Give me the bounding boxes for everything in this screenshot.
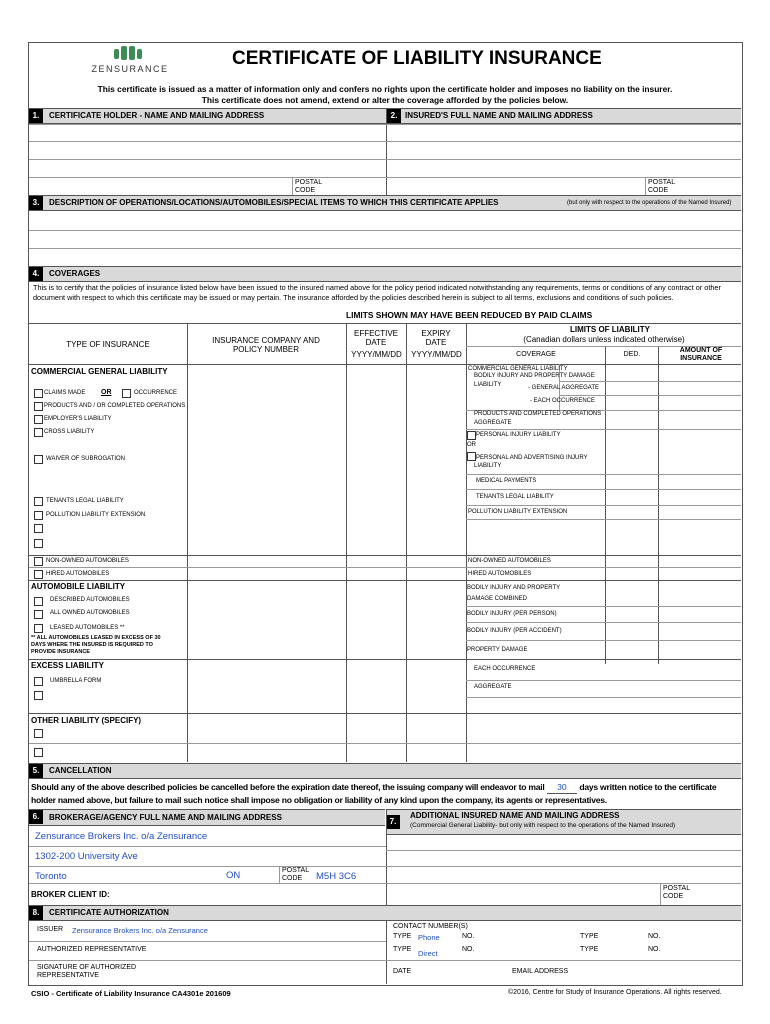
- date-label: DATE: [393, 968, 412, 975]
- cov-bi-person: BODILY INJURY (PER PERSON): [467, 611, 557, 617]
- logo-text: ZENSURANCE: [91, 64, 169, 74]
- personal-advertising-checkbox[interactable]: [467, 452, 476, 461]
- other-heading: OTHER LIABILITY (SPECIFY): [31, 716, 142, 725]
- authorized-rep-label: AUTHORIZED REPRESENTATIVE: [37, 946, 147, 953]
- sec6-title: BROKERAGE/AGENCY FULL NAME AND MAILING ADDRESS: [49, 813, 282, 822]
- all-owned-checkbox[interactable]: [34, 610, 43, 619]
- tenants-checkbox[interactable]: [34, 497, 43, 506]
- sec4-intro: This is to certify that the policies of insurance listed below have been issued to the insured named above for the policy period indicated notwithstanding any requirements, terms or conditions of any contract or other document with respect to which this certificate may be issued or may pertain. The insurance afforded by the policies described herein is subject to all terms, exclusions and conditions of such policies.: [33, 283, 721, 302]
- col-limits-sub: (Canadian dollars unless indicated otherwise): [523, 335, 685, 344]
- col-amount: AMOUNT OF INSURANCE: [679, 347, 723, 362]
- cov-hired: HIRED AUTOMOBILES: [468, 571, 532, 577]
- issuer-label: ISSUER: [37, 926, 64, 933]
- contact-no1-label: NO.: [462, 933, 475, 940]
- col-expiry-format: YYYY/MM/DD: [411, 350, 462, 359]
- other-checkbox-2[interactable]: [34, 748, 43, 757]
- sec7-note: (Commercial General Liability- but only with respect to the operations of the Named Insured): [410, 822, 676, 829]
- non-owned-checkbox[interactable]: [34, 557, 43, 566]
- contact-type3-label: TYPE: [393, 946, 412, 953]
- sec3-num: 3.: [29, 196, 43, 210]
- cov-non-owned: NON-OWNED AUTOMOBILES: [468, 558, 551, 564]
- footer-form-id: CSIO - Certificate of Liability Insurance CA4301e 201609: [31, 989, 231, 998]
- pollution-checkbox[interactable]: [34, 511, 43, 520]
- described-checkbox[interactable]: [34, 597, 43, 606]
- sec8-title: CERTIFICATE AUTHORIZATION: [49, 908, 169, 917]
- sec8-num: 8.: [29, 906, 43, 920]
- cov-bipd: BODILY INJURY AND PROPERTY: [467, 585, 561, 591]
- sec3-title: DESCRIPTION OF OPERATIONS/LOCATIONS/AUTOMOBILES/SPECIAL ITEMS TO WHICH THIS CERTIFICATE APPLIES: [49, 198, 499, 207]
- col-effective-date: EFFECTIVE DATE: [353, 329, 398, 347]
- sec3-note: (but only with respect to the operations of the Named Insured): [567, 200, 732, 206]
- all-owned-label: ALL OWNED AUTOMOBILES: [50, 610, 130, 616]
- employers-label: EMPLOYER'S LIABILITY: [44, 416, 112, 422]
- sec2-postal-label: POSTAL CODE: [648, 179, 675, 194]
- cancellation-text-b: days written notice to the certificate: [579, 782, 717, 792]
- contact-no3-label: NO.: [462, 946, 475, 953]
- described-label: DESCRIBED AUTOMOBILES: [50, 597, 130, 603]
- excess-blank-checkbox[interactable]: [34, 691, 43, 700]
- leased-label: LEASED AUTOMOBILES **: [50, 625, 125, 631]
- disclaimer-line1: This certificate is issued as a matter of information only and confers no rights upon the certificate holder and imposes no liability on the insurer.: [97, 84, 673, 94]
- cov-cgl: COMMERCIAL GENERAL LIABILITY: [468, 366, 568, 372]
- cov-personal-advertising: PERSONAL AND ADVERTISING INJURY: [476, 455, 588, 461]
- cov-bipd-2: DAMAGE COMBINED: [467, 596, 528, 602]
- sec1-num: 1.: [29, 109, 43, 123]
- col-type-of-insurance: TYPE OF INSURANCE: [66, 340, 150, 349]
- cov-tenants: TENANTS LEGAL LIABILITY: [476, 494, 554, 500]
- zensurance-logo-icon: [113, 46, 143, 61]
- contact-no2-label: NO.: [648, 933, 661, 940]
- broker-province: ON: [226, 870, 241, 881]
- umbrella-label: UMBRELLA FORM: [50, 678, 102, 684]
- sec7-title: ADDITIONAL INSURED NAME AND MAILING ADDRESS: [410, 811, 620, 820]
- cov-products: PRODUCTS AND COMPLETED OPERATIONS: [474, 411, 602, 417]
- non-owned-label: NON-OWNED AUTOMOBILES: [46, 558, 129, 564]
- occurrence-checkbox[interactable]: [122, 389, 131, 398]
- other-checkbox-1[interactable]: [34, 729, 43, 738]
- sec1-postal-label: POSTAL CODE: [295, 179, 322, 194]
- cov-excess-each: EACH OCCURRENCE: [474, 666, 536, 672]
- sec1-2-bar: [29, 108, 741, 124]
- broker-name: Zensurance Brokers Inc. o/a Zensurance: [35, 831, 208, 842]
- contact-type4-label: TYPE: [580, 946, 599, 953]
- claims-made-checkbox[interactable]: [34, 389, 43, 398]
- col-effective-format: YYYY/MM/DD: [351, 350, 402, 359]
- col-limits-of-liability: LIMITS OF LIABILITY: [570, 325, 650, 334]
- sec2-title: INSURED'S FULL NAME AND MAILING ADDRESS: [405, 111, 593, 120]
- signature-label: SIGNATURE OF AUTHORIZED REPRESENTATIVE: [37, 964, 137, 979]
- contact-no4-label: NO.: [648, 946, 661, 953]
- sec4-bar: [29, 266, 741, 282]
- hired-checkbox[interactable]: [34, 570, 43, 579]
- col-expiry-date: EXPIRY DATE: [421, 329, 451, 347]
- personal-injury-checkbox[interactable]: [467, 431, 476, 440]
- sec5-title: CANCELLATION: [49, 766, 112, 775]
- contact-type1-value: Phone: [418, 933, 440, 942]
- sec6-bar: [29, 809, 385, 826]
- sec7-postal-label: POSTAL CODE: [663, 885, 690, 900]
- sec8-bar: [29, 905, 741, 921]
- issuer-value: Zensurance Brokers Inc. o/a Zensurance: [72, 926, 208, 935]
- col-ded: DED.: [623, 351, 641, 358]
- cov-medical: MEDICAL PAYMENTS: [476, 478, 537, 484]
- hired-label: HIRED AUTOMOBILES: [46, 571, 110, 577]
- page-title: CERTIFICATE OF LIABILITY INSURANCE: [232, 48, 602, 69]
- sec5-num: 5.: [29, 764, 43, 778]
- cov-or: OR: [467, 442, 476, 448]
- sec5-bar: [29, 763, 741, 779]
- cross-liability-label: CROSS LIABILITY: [44, 429, 95, 435]
- cov-personal-advertising-2: LIABILITY: [474, 463, 502, 469]
- tenants-label: TENANTS LEGAL LIABILITY: [46, 498, 124, 504]
- waiver-checkbox[interactable]: [34, 455, 43, 464]
- cancellation-text-a: Should any of the above described policies be cancelled before the expiration date thereof, the issuing company will endeavor to mail: [31, 782, 545, 792]
- footer-copyright: ©2016, Centre for Study of Insurance Operations. All rights reserved.: [508, 989, 722, 996]
- sec2-num: 2.: [387, 109, 401, 123]
- cov-pollution: POLLUTION LIABILITY EXTENSION: [468, 509, 568, 515]
- cov-personal-injury: PERSONAL INJURY LIABILITY: [476, 432, 561, 438]
- sec1-title: CERTIFICATE HOLDER - NAME AND MAILING ADDRESS: [49, 111, 265, 120]
- cancellation-line2: holder named above, but failure to mail such notice shall impose no obligation or liability of any kind upon the company, its agents or representatives.: [31, 795, 607, 805]
- cov-each-occurrence: - EACH OCCURRENCE: [530, 398, 596, 404]
- broker-client-id: BROKER CLIENT ID:: [31, 890, 110, 899]
- leased-note: ** ALL AUTOMOBILES LEASED IN EXCESS OF 30 DAYS WHERE THE INSURED IS REQUIRED TO PROVIDE INSURANCE: [31, 635, 161, 655]
- auto-heading: AUTOMOBILE LIABILITY: [31, 582, 126, 591]
- contact-type3-value: Direct: [418, 949, 438, 958]
- umbrella-checkbox[interactable]: [34, 677, 43, 686]
- sec4-num: 4.: [29, 267, 43, 281]
- cgl-blank-checkbox-2[interactable]: [34, 539, 43, 548]
- sec7-num: 7.: [386, 815, 400, 829]
- claims-made-label: CLAIMS MADE: [44, 390, 86, 396]
- limits-note: LIMITS SHOWN MAY HAVE BEEN REDUCED BY PAID CLAIMS: [346, 310, 593, 320]
- broker-postal: M5H 3C6: [316, 871, 357, 882]
- sec3-bar: [29, 195, 741, 211]
- cov-bodily: BODILY INJURY AND PROPERTY DAMAGE: [474, 373, 595, 379]
- cgl-heading: COMMERCIAL GENERAL LIABILITY: [31, 367, 168, 376]
- logo: [85, 46, 175, 78]
- broker-street: 1302-200 University Ave: [35, 851, 138, 862]
- col-coverage: COVERAGE: [516, 351, 556, 358]
- cov-liability: LIABILITY: [474, 382, 502, 388]
- cov-property-damage: PROPERTY DAMAGE: [467, 647, 528, 653]
- sec4-title: COVERAGES: [49, 269, 101, 278]
- sec7-bar: [386, 809, 741, 835]
- cov-bi-accident: BODILY INJURY (PER ACCIDENT): [467, 628, 562, 634]
- contact-type2-label: TYPE: [580, 933, 599, 940]
- cov-general-aggregate: - GENERAL AGGREGATE: [528, 385, 600, 391]
- products-label: PRODUCTS AND / OR COMPLETED OPERATIONS: [44, 403, 186, 409]
- or-label: OR: [101, 389, 112, 396]
- occurrence-label: OCCURRENCE: [134, 390, 178, 396]
- cov-excess-aggregate: AGGREGATE: [474, 684, 512, 690]
- leased-checkbox[interactable]: [34, 624, 43, 633]
- employers-checkbox[interactable]: [34, 415, 43, 424]
- cgl-blank-checkbox-1[interactable]: [34, 524, 43, 533]
- excess-heading: EXCESS LIABILITY: [31, 661, 104, 670]
- pollution-label: POLLUTION LIABILITY EXTENSION: [46, 512, 146, 518]
- cancellation-line1: [31, 782, 739, 794]
- col-insurance-company: INSURANCE COMPANY AND POLICY NUMBER: [212, 336, 320, 354]
- contact-type1-label: TYPE: [393, 933, 412, 940]
- broker-postal-label: POSTAL CODE: [282, 867, 309, 882]
- waiver-label: WAIVER OF SUBROGATION: [46, 456, 126, 462]
- notice-days[interactable]: 30: [547, 782, 577, 794]
- sec6-num: 6.: [29, 810, 43, 824]
- products-checkbox[interactable]: [34, 402, 43, 411]
- email-label: EMAIL ADDRESS: [512, 968, 569, 975]
- cov-products-aggregate: AGGREGATE: [474, 420, 512, 426]
- cross-liability-checkbox[interactable]: [34, 428, 43, 437]
- broker-city: Toronto: [35, 871, 67, 882]
- disclaimer-line2: This certificate does not amend, extend or alter the coverage afforded by the policies below.: [201, 95, 569, 105]
- contact-label: CONTACT NUMBER(S): [393, 923, 468, 930]
